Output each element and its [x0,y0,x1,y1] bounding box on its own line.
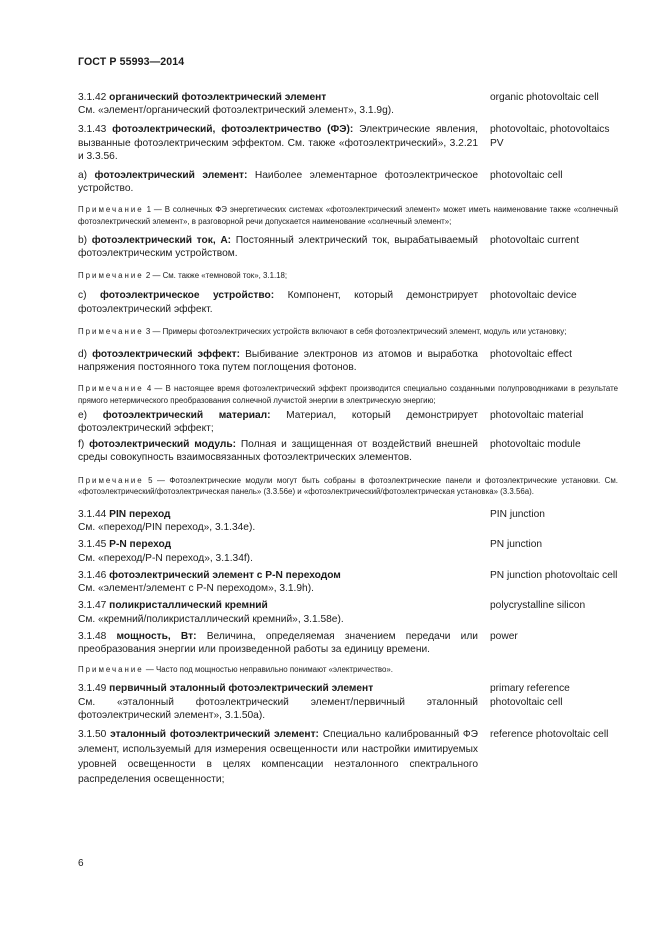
entry-term: мощность, Вт: [116,630,197,642]
note-number: 3 — [145,326,161,336]
entry-term: поликристаллический кремний [109,600,268,612]
entry-text: См. «переход/PIN переход», 3.1.34e). [78,522,256,534]
entry-number: 3.1.43 [78,124,107,136]
term-entry-3-1-47 [78,599,618,625]
sub-entry-a [78,169,618,195]
entry-term: фотоэлектрический эффект: [92,349,241,361]
english-term: photovoltaic device [490,290,577,302]
note-label: Примечание [78,475,144,485]
entry-letter: а) [78,170,88,182]
english-term: photovoltaic module [490,439,581,451]
english-term: polycrystalline silicon [490,600,586,612]
term-entry-3-1-49 [78,682,618,722]
term-entry-3-1-48 [78,630,618,656]
note-label: Примечание [78,665,144,675]
term-entry-3-1-50 [78,727,618,787]
note-number: — [145,665,154,675]
note-3 [78,326,618,337]
note-1 [78,204,618,226]
note-text: См. также «темновой ток», 3.1.18; [162,271,288,281]
english-term: photovoltaic effect [490,349,572,361]
entry-term: фотоэлектрический элемент: [94,170,248,182]
note-text: Фотоэлектрические модули могут быть собраны в фотоэлектрические панели и фотоэлектрические установки. См. «фотоэлектрический/фотоэлектрическая панель» (3.3.56e) и «фотоэлектрический/фотоэлектрическая установка» (3.3.56a). [78,475,618,496]
english-term: PN junction photovoltaic cell [490,569,618,581]
entry-text: Постоянный электрический ток, вырабатываемый фотоэлектрическим устройством. [78,234,478,260]
english-term: PIN junction [490,509,545,521]
english-term: PN junction [490,539,543,551]
entry-term: фотоэлектрическое устройство: [99,290,275,302]
note-5 [78,475,618,497]
english-term: reference photovoltaic cell [490,728,609,740]
note-4 [78,383,618,405]
entry-text: Электрические явления, вызванные фотоэлектрическим эффектом. См. также «фотоэлектрический», 3.2.21 и 3.3.56. [78,124,478,162]
note-2 [78,270,618,281]
english-term: organic photovoltaic cell [490,92,599,103]
entry-letter: b) [78,234,88,246]
note-number: 1 — [146,205,162,215]
entry-term: первичный эталонный фотоэлектрический элемент [109,683,374,695]
sub-entry-e [78,409,618,435]
entry-letter: d) [78,349,88,361]
note-label: Примечание [78,326,144,336]
sub-entry-f [78,438,618,464]
entry-number: 3.1.50 [78,728,107,740]
note-6 [78,664,618,675]
entry-text: См. «переход/P-N переход», 3.1.34f). [78,552,253,564]
entry-number: 3.1.45 [78,539,107,551]
entry-term: фотоэлектрический ток, А: [91,234,232,246]
term-entry-3-1-44 [78,508,618,534]
entry-term: P-N переход [109,539,172,551]
term-entry-3-1-45 [78,538,618,564]
note-text: В настоящее время фотоэлектрический эффект производится специально созданными полупроводниками в результате прямого нетермического преобразования солнечной лучистой энергии в электрическую энергию; [78,384,618,405]
english-term: photovoltaic current [490,234,579,246]
note-number: 2 — [145,271,161,281]
entry-text: См. «элемент/элемент с P-N переходом», 3.1.9h). [78,583,314,595]
entry-text: См. «элемент/органический фотоэлектрический элемент», 3.1.9g). [78,105,394,117]
entry-text: Величина, определяемая значением передачи или преобразования энергии или произведенной работы за единицу времени. [78,630,478,655]
sub-entry-d [78,348,618,374]
entry-term: органический фотоэлектрический элемент [109,92,327,103]
entry-text: См. «кремний/поликристаллический кремний», 3.1.58e). [78,613,344,625]
sub-entry-b [78,234,618,260]
entry-term: эталонный фотоэлектрический элемент: [110,728,319,740]
english-term: primary reference photovoltaic cell [490,683,570,708]
term-entry-3-1-43 [78,123,618,163]
entry-number: 3.1.42 [78,92,107,103]
note-label: Примечание [78,384,144,394]
note-label: Примечание [78,271,144,281]
term-entry-3-1-46 [78,569,618,595]
note-number: 4 — [146,384,163,394]
note-text: Примеры фотоэлектрических устройств включают в себя фотоэлектрический элемент, модуль или установку; [162,326,567,336]
standard-header: ГОСТ Р 55993—2014 [78,56,185,68]
entry-number: 3.1.48 [78,630,107,642]
entry-term: фотоэлектрический модуль: [89,439,236,451]
entry-number: 3.1.47 [78,600,107,612]
entry-text: Компонент, который демонстрирует фотоэлектрический эффект. [78,290,478,315]
entry-text: Выбивание электронов из атомов и выработка напряжения постоянного тока путем поглощения фотонов. [78,349,478,374]
entry-letter: f) [78,439,85,451]
entry-text: Наиболее элементарное фотоэлектрическое устройство. [78,170,478,195]
entry-term: фотоэлектрический элемент с P-N переходом [109,569,341,581]
note-label: Примечание [78,205,144,215]
entry-text: Материал, который демонстрирует фотоэлектрический эффект; [78,409,478,435]
english-term: power [490,630,518,642]
english-term: photovoltaic cell [490,170,563,182]
entry-text: Специально калиброванный ФЭ элемент, используемый для измерения освещенности или настройки имитируемых уровней освещенности в целях компенсации неэталонного спектрального распределения освещенности; [78,728,478,785]
entry-number: 3.1.49 [78,683,107,695]
english-term: photovoltaic, photovoltaics PV [490,124,610,149]
entry-number: 3.1.44 [78,509,107,521]
entry-letter: c) [78,290,87,302]
english-term: photovoltaic material [490,409,584,421]
entry-term: PIN переход [109,509,171,521]
entry-text: Полная и защищенная от воздействий внешней среды совокупность взаимосвязанных фотоэлектрических элементов. [78,439,478,464]
document-page [78,56,618,787]
note-text: В солнечных ФЭ энергетических системах «фотоэлектрический элемент» может иметь наименование также «солнечный фотоэлектрический элемент», в разговорной речи допускается наименование «солнечный элемент»; [78,205,618,226]
note-number: 5 — [148,475,165,485]
entry-term: фотоэлектрический материал: [102,409,271,421]
entry-letter: e) [78,409,88,421]
term-entry-3-1-42 [78,91,618,117]
note-text: Часто под мощностью неправильно понимают «электричество». [155,665,393,675]
entry-text: См. «эталонный фотоэлектрический элемент/первичный эталонный фотоэлектрический элемент», 3.1.50a). [78,696,478,721]
entry-number: 3.1.46 [78,569,107,581]
entry-term: фотоэлектрический, фотоэлектричество (ФЭ): [112,124,354,136]
page-number: 6 [78,858,84,869]
sub-entry-c [78,289,618,315]
